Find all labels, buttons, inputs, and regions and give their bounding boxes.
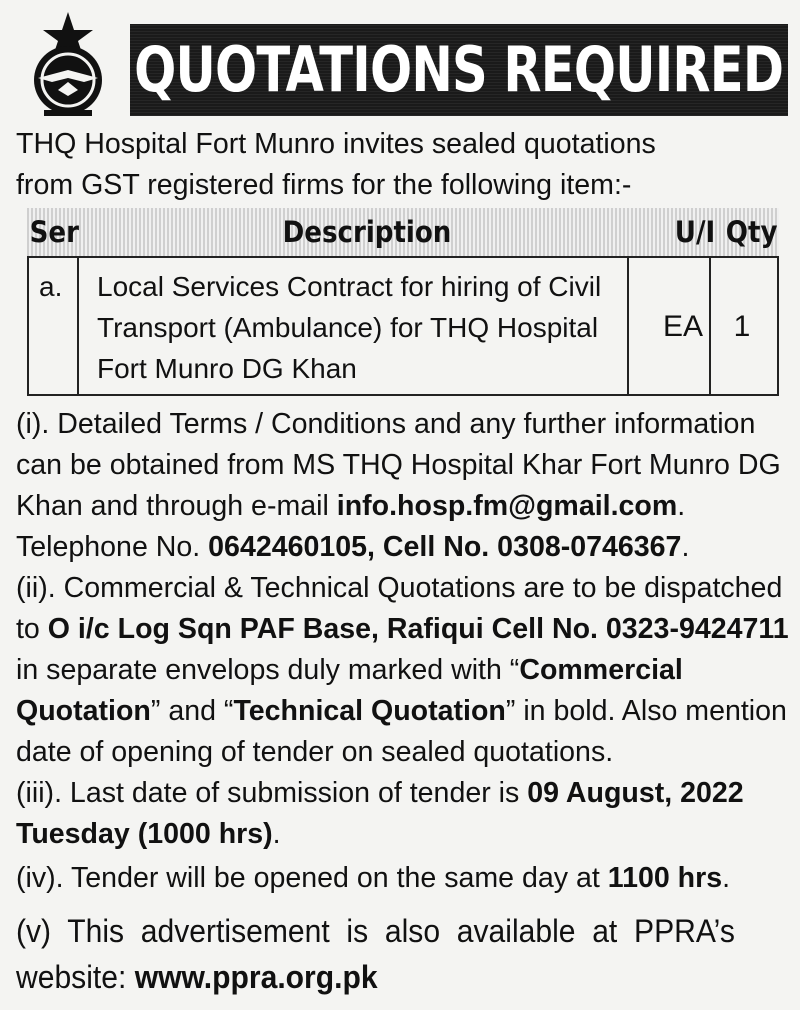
- description-line: Local Services Contract for hiring of Civil: [97, 271, 602, 302]
- term-iv-line-1: [16, 858, 776, 899]
- term-iv: [16, 858, 776, 899]
- term-v-line-1: (v) This advertisement is also available at PPRA’s: [16, 913, 735, 949]
- term-iii: [16, 773, 776, 855]
- email-address: info.hosp.fm@gmail.com: [336, 490, 678, 522]
- term-v: [16, 908, 742, 1000]
- term-iii-text: (iii). Last date of submission of tender is: [16, 777, 528, 809]
- intro-paragraph: [16, 124, 776, 206]
- column-header-qty: Qty: [725, 215, 778, 249]
- term-ii-line-4: [16, 691, 787, 732]
- term-i-text: Telephone No.: [16, 531, 209, 563]
- phone-numbers: 0642460105, Cell No. 0308-0746367: [208, 531, 682, 563]
- header: [14, 10, 790, 118]
- term-i-line-3: [16, 486, 776, 527]
- term-i-line-2: can be obtained from MS THQ Hospital Khar Fort Munro DG: [16, 449, 781, 481]
- term-i: [16, 404, 781, 568]
- submission-day-time: Tuesday (1000 hrs): [16, 818, 273, 850]
- items-table: [27, 208, 779, 396]
- technical-label: Technical Quotation: [233, 695, 506, 727]
- term-iii-line-2: [16, 814, 776, 855]
- description-line: Transport (Ambulance) for THQ Hospital: [97, 312, 599, 343]
- dispatch-address: O i/c Log Sqn PAF Base, Rafiqui Cell No. 0323-9424711: [47, 613, 789, 645]
- intro-line-2: from GST registered firms for the following item:-: [16, 169, 632, 201]
- term-i-line-1: (i). Detailed Terms / Conditions and any further information: [16, 408, 756, 440]
- opening-time: 1100 hrs: [607, 862, 723, 894]
- term-iv-text: (iv). Tender will be opened on the same day at: [16, 862, 608, 894]
- title-banner: [130, 24, 788, 116]
- commercial-label: Quotation: [16, 695, 151, 727]
- term-ii: [16, 568, 789, 773]
- term-ii-text: ” and “: [150, 695, 234, 727]
- commercial-label: Commercial: [519, 654, 683, 686]
- cell-description: [97, 266, 657, 389]
- column-header-description: Description: [282, 215, 452, 249]
- term-v-text: website:: [16, 959, 135, 995]
- term-ii-line-2: [16, 609, 789, 650]
- term-ii-text: in separate envelops duly marked with “: [16, 654, 520, 686]
- table-row: [27, 256, 779, 396]
- ppra-website-link[interactable]: www.ppra.org.pk: [134, 959, 378, 995]
- term-i-line-4: [16, 527, 776, 568]
- cell-qty: 1: [733, 310, 751, 343]
- term-ii-text: to: [16, 613, 48, 645]
- column-header-ser: Ser: [29, 215, 79, 249]
- cell-ui: EA: [662, 310, 704, 343]
- term-i-text: .: [677, 490, 686, 522]
- term-iv-text: .: [722, 862, 731, 894]
- term-i-text: Khan and through e-mail: [16, 490, 337, 522]
- intro-line-1: THQ Hospital Fort Munro invites sealed quotations: [16, 128, 656, 160]
- description-line: Fort Munro DG Khan: [97, 353, 357, 384]
- term-ii-line-1: (ii). Commercial & Technical Quotations are to be dispatched: [16, 572, 783, 604]
- page-title: QUOTATIONS REQUIRED: [134, 33, 784, 106]
- term-v-line-2: [16, 954, 742, 1000]
- term-iii-text: .: [272, 818, 281, 850]
- term-ii-line-3: [16, 650, 776, 691]
- term-ii-line-5: date of opening of tender on sealed quotations.: [16, 736, 614, 768]
- table-divider: [77, 258, 79, 394]
- table-header: [27, 208, 779, 256]
- term-ii-text: ” in bold. Also mention: [505, 695, 787, 727]
- submission-date: 09 August, 2022: [527, 777, 744, 809]
- air-force-crest-icon: [14, 10, 122, 118]
- term-i-text: .: [681, 531, 690, 563]
- column-header-ui: U/I: [674, 215, 716, 249]
- cell-ser: a.: [39, 271, 63, 302]
- term-iii-line-1: [16, 773, 776, 814]
